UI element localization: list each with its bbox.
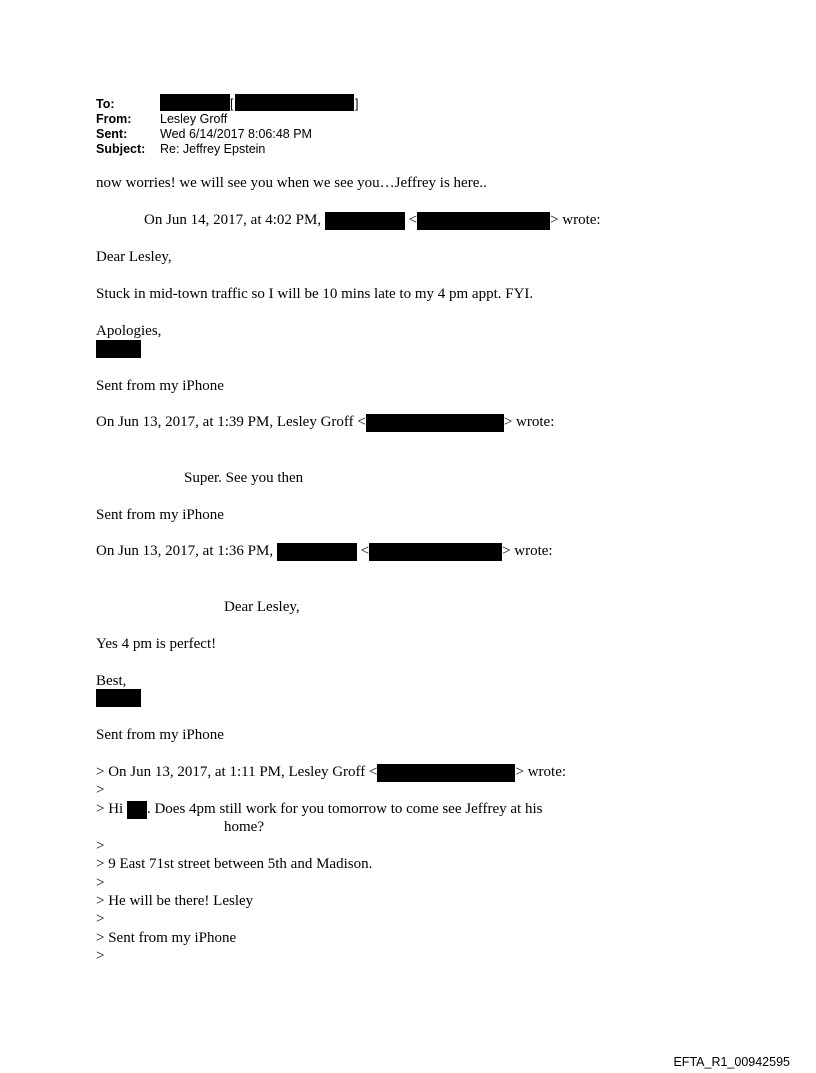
reply-line: now worries! we will see you when we see you…Jeffrey is here.. — [96, 175, 487, 191]
subject-value: Re: Jeffrey Epstein — [160, 142, 266, 156]
greeting-2: Dear Lesley, — [224, 599, 300, 615]
from-row — [96, 112, 227, 126]
greeting-1: Dear Lesley, — [96, 249, 172, 265]
quote-marker: > — [96, 911, 105, 927]
quote-header-2-post: > wrote: — [503, 414, 555, 430]
quote-header-3-pre: On Jun 13, 2017, at 1:36 PM, — [96, 543, 274, 559]
quote-marker: > — [96, 782, 105, 798]
quoted-header-post: > wrote: — [515, 764, 567, 780]
to-close-bracket: ] — [355, 97, 359, 111]
sent-value: Wed 6/14/2017 8:06:48 PM — [160, 127, 312, 141]
sent-from-iphone-3: Sent from my iPhone — [96, 727, 224, 743]
confirmation: Yes 4 pm is perfect! — [96, 636, 217, 652]
quote-marker: > — [96, 948, 105, 964]
apologies: Apologies, — [96, 323, 162, 339]
to-redaction-email — [235, 94, 354, 111]
best-signoff: Best, — [96, 673, 127, 689]
quoted-address: > 9 East 71st street between 5th and Madison. — [96, 856, 373, 872]
quote-marker: > — [96, 838, 105, 854]
quoted-he-will-be-there: > He will be there! Lesley — [96, 893, 254, 909]
quote-marker: > — [96, 875, 105, 891]
quoted-hi-pre: > Hi — [96, 801, 124, 817]
quote-header-2 — [96, 413, 554, 432]
quoted-header-pre: > On Jun 13, 2017, at 1:11 PM, Lesley Groff < — [96, 764, 378, 780]
bates-number: EFTA_R1_00942595 — [673, 1055, 790, 1069]
quote-header-3-email-redaction — [369, 543, 502, 561]
quote-header-1-pre: On Jun 14, 2017, at 4:02 PM, — [144, 212, 322, 228]
sent-label: Sent: — [96, 127, 128, 141]
quote-header-3-name-redaction — [277, 543, 357, 561]
signature-redaction-2 — [96, 689, 141, 707]
quote-header-1 — [144, 211, 601, 230]
to-label: To: — [96, 97, 115, 111]
sent-row — [96, 127, 312, 141]
super-see-you: Super. See you then — [184, 470, 304, 486]
quote-header-1-email-redaction — [417, 212, 550, 230]
to-row — [96, 97, 160, 111]
quoted-home: home? — [224, 819, 264, 835]
quote-header-2-pre: On Jun 13, 2017, at 1:39 PM, Lesley Groff < — [96, 414, 366, 430]
to-redaction-name — [160, 94, 230, 111]
from-value: Lesley Groff — [160, 112, 228, 126]
quoted-header-email-redaction — [377, 764, 515, 782]
subject-label: Subject: — [96, 142, 146, 156]
sent-from-iphone-1: Sent from my iPhone — [96, 378, 224, 394]
traffic-message: Stuck in mid-town traffic so I will be 10 mins late to my 4 pm appt. FYI. — [96, 286, 534, 302]
quote-header-1-lt: < — [408, 212, 418, 228]
quoted-sent-from-iphone: > Sent from my iPhone — [96, 930, 237, 946]
quote-header-3-post: > wrote: — [502, 543, 553, 559]
to-open-bracket: [ — [230, 97, 234, 111]
from-label: From: — [96, 112, 132, 126]
subject-row — [96, 142, 265, 156]
quoted-hi-post: . Does 4pm still work for you tomorrow to come see Jeffrey at his — [146, 801, 543, 817]
quote-header-2-email-redaction — [366, 414, 504, 432]
signature-redaction-1 — [96, 340, 141, 358]
sent-from-iphone-2: Sent from my iPhone — [96, 507, 224, 523]
quote-header-3-lt: < — [360, 543, 370, 559]
quote-header-1-post: > wrote: — [550, 212, 601, 228]
quoted-header — [96, 763, 566, 782]
quote-header-1-name-redaction — [325, 212, 405, 230]
quoted-hi-name-redaction — [127, 801, 147, 819]
quoted-hi-line — [96, 800, 542, 819]
quote-header-3 — [96, 542, 553, 561]
